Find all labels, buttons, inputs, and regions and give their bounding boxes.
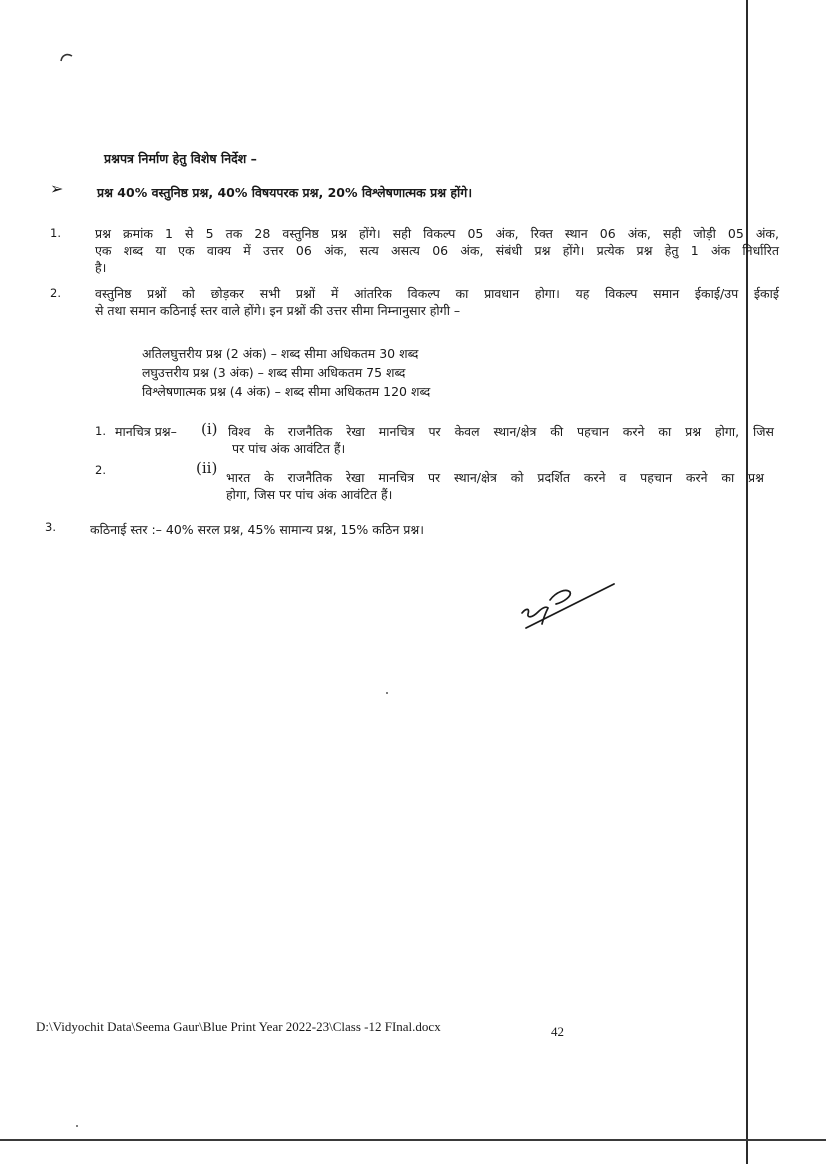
page-heading: प्रश्नपत्र निर्माण हेतु विशेष निर्देश –	[104, 151, 257, 166]
item-1-line-1: प्रश्न क्रमांक 1 से 5 तक 28 वस्तुनिष्ठ प्रश्न होंगे। सही विकल्प 05 अंक, रिक्त स्थान 06 अंक, सही जोड़ी 05 अंक,	[95, 226, 779, 241]
question-distribution-text: प्रश्न 40% वस्तुनिष्ठ प्रश्न, 40% विषयपरक प्रश्न, 20% विश्लेषणात्मक प्रश्न होंगे।	[97, 185, 473, 200]
scan-speck	[386, 692, 388, 694]
item-number: 1.	[50, 226, 61, 240]
footer-file-path: D:\Vidyochit Data\Seema Gaur\Blue Print Year 2022-23\Class -12 FInal.docx	[36, 1019, 441, 1034]
handwritten-signature	[512, 578, 622, 636]
arrow-bullet-icon: ➢	[50, 179, 64, 198]
map-question-1-line-2: पर पांच अंक आवंटित हैं।	[232, 441, 346, 456]
item-1-line-2: एक शब्द या एक वाक्य में उत्तर 06 अंक, सत्य असत्य 06 अंक, संबंधी प्रश्न होंगे। प्रत्येक प्रश्न हेतु 1 अंक निर्धारित	[95, 243, 779, 258]
item-2-line-2: से तथा समान कठिनाई स्तर वाले होंगे। इन प्रश्नों की उत्तर सीमा निम्नानुसार होगी –	[95, 303, 461, 318]
item-number: 2.	[50, 286, 61, 300]
scan-edge-vertical-line	[746, 0, 748, 1164]
scan-mark	[58, 50, 76, 64]
roman-numeral-i: (i)	[201, 420, 218, 438]
map-question-1-line-1: विश्व के राजनैतिक रेखा मानचित्र पर केवल स्थान/क्षेत्र की पहचान करने का प्रश्न होगा, जिस	[228, 424, 774, 439]
map-question-number: 1.	[95, 424, 106, 438]
item-number: 3.	[45, 520, 56, 534]
word-limit-line: लघुउत्तरीय प्रश्न (3 अंक) – शब्द सीमा अधिकतम 75 शब्द	[142, 365, 406, 380]
word-limit-line: अतिलघुत्तरीय प्रश्न (2 अंक) – शब्द सीमा अधिकतम 30 शब्द	[142, 346, 419, 361]
map-question-label: मानचित्र प्रश्न–	[115, 424, 177, 439]
scan-edge-horizontal-line	[0, 1139, 826, 1141]
map-question-2-line-2: होगा, जिस पर पांच अंक आवंटित हैं।	[226, 487, 393, 502]
roman-numeral-ii: (ii)	[196, 459, 218, 477]
map-question-number: 2.	[95, 463, 106, 477]
scan-speck	[76, 1125, 78, 1127]
item-2-line-1: वस्तुनिष्ठ प्रश्नों को छोड़कर सभी प्रश्नों में आंतरिक विकल्प का प्रावधान होगा। यह विकल्प समान ईकाई/उप ईकाई	[95, 286, 779, 301]
item-1-line-3: है।	[95, 260, 107, 275]
page-number: 42	[551, 1024, 564, 1039]
difficulty-level-text: कठिनाई स्तर :– 40% सरल प्रश्न, 45% सामान्य प्रश्न, 15% कठिन प्रश्न।	[90, 522, 424, 537]
map-question-2-line-1: भारत के राजनैतिक रेखा मानचित्र पर स्थान/क्षेत्र को प्रदर्शित करने व पहचान करने का प्रश्न	[226, 470, 764, 485]
word-limit-line: विश्लेषणात्मक प्रश्न (4 अंक) – शब्द सीमा अधिकतम 120 शब्द	[142, 384, 431, 399]
